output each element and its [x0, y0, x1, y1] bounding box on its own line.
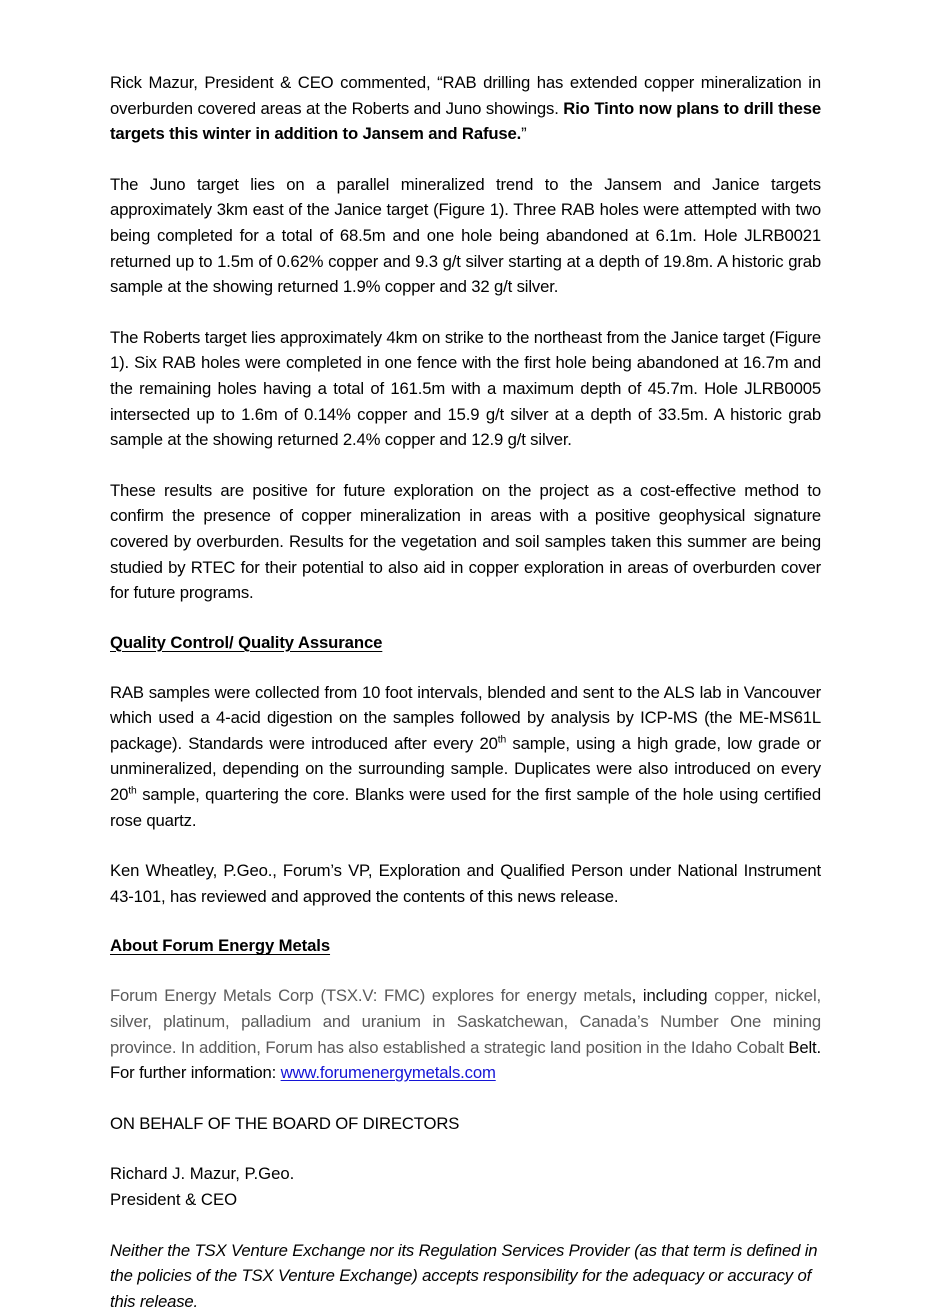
- spacer: [110, 147, 821, 172]
- quote-intro-text: Rick Mazur, President & CEO commented, “RAB drilling has extended copper mineralization in overburden covered areas at the Roberts and Juno showings.: [110, 73, 821, 118]
- spacer: [110, 833, 821, 858]
- document-body: [110, 70, 821, 1314]
- qaqc-text-part-3: sample, quartering the core. Blanks were used for the first sample of the hole using certified rose quartz.: [110, 785, 821, 830]
- about-comma: ,: [631, 986, 643, 1006]
- paragraph-juno-target: The Juno target lies on a parallel mineralized trend to the Jansem and Janice targets approximately 3km east of the Janice target (Figure 1). Three RAB holes were attempted with two being completed for a total of 68.5m and one hole being abandoned at 6.1m. Hole JLRB0021 returned up to 1.5m of 0.62% copper and 9.3 g/t silver starting at a depth of 19.8m. A historic grab sample at the showing returned 1.9% copper and 32 g/t silver.: [110, 174, 821, 297]
- spacer: [110, 300, 821, 325]
- paragraph-ceo-quote: [110, 70, 821, 147]
- signature-title: President & CEO: [110, 1190, 238, 1209]
- ordinal-superscript-2: th: [128, 785, 137, 797]
- spacer: [110, 1213, 821, 1238]
- spacer: [110, 453, 821, 478]
- about-text-gray-2: copper, nickel, silver, platinum, palladium and uranium in Saskatchewan, Canada’s Number One mining province. In addition, Forum has also established a strategic land position in the Idaho Cobalt: [110, 986, 821, 1057]
- paragraph-qualified-person: Ken Wheatley, P.Geo., Forum’s VP, Exploration and Qualified Person under National Instrument 43-101, has reviewed and approved the contents of this news release.: [110, 861, 821, 906]
- qaqc-text-part-2: sample, using a high grade, low grade or unmineralized, depending on the surrounding sample. Duplicates were also introduced on every 20: [110, 733, 821, 805]
- spacer: [110, 959, 821, 983]
- signature-name: Richard J. Mazur, P.Geo.: [110, 1164, 295, 1184]
- paragraph-roberts-target: The Roberts target lies approximately 4km on strike to the northeast from the Janice target (Figure 1). Six RAB holes were completed in one fence with the first hole being abandoned at 16.7m and the remaining holes having a total of 161.5m with a maximum depth of 45.7m. Hole JLRB0005 intersected up to 1.6m of 0.14% copper and 15.9 g/t silver at a depth of 33.5m. A historic grab sample at the showing returned 2.4% copper and 12.9 g/t silver.: [110, 327, 821, 450]
- spacer: [110, 606, 821, 631]
- company-website-link[interactable]: www.forumenergymetals.com: [280, 1063, 496, 1083]
- paragraph-exchange-disclaimer: Neither the TSX Venture Exchange nor its Regulation Services Provider (as that term is defined in the policies of the TSX Venture Exchange) accepts responsibility for the adequacy or accuracy of this release.: [110, 1240, 818, 1311]
- about-text-gray-1: Forum Energy Metals Corp (TSX.V: FMC) explores for energy metals: [110, 986, 632, 1006]
- paragraph-qaqc-methods: [110, 680, 821, 834]
- spacer: [110, 1136, 821, 1161]
- spacer: [110, 656, 821, 680]
- quote-bold-text: Rio Tinto now plans to drill these targets this winter in addition to Jansem and Rafuse.: [110, 98, 821, 144]
- paragraph-board-of-directors: ON BEHALF OF THE BOARD OF DIRECTORS: [110, 1113, 460, 1133]
- heading-row-about: [110, 934, 821, 959]
- quote-closing-mark: ”: [521, 124, 527, 144]
- about-text-black-tail: Belt. For further information:: [110, 1037, 821, 1083]
- heading-row-qaqc: [110, 631, 821, 656]
- qaqc-text-part-1: RAB samples were collected from 10 foot intervals, blended and sent to the ALS lab in Vancouver which used a 4-acid digestion on the samples followed by analysis by ICP-MS (the ME-MS61L package). Standards were introduced after every 20: [110, 682, 821, 753]
- paragraph-about-company: [110, 983, 821, 1085]
- heading-about-forum: About Forum Energy Metals: [110, 936, 331, 956]
- paragraph-results-summary: These results are positive for future exploration on the project as a cost-effective method to confirm the presence of copper mineralization in areas with a positive geophysical signature covered by overburden. Results for the vegetation and soil samples taken this summer are being studied by RTEC for their potential to also aid in copper exploration in areas of overburden cover for future programs.: [110, 480, 821, 603]
- about-emphasis-including: including: [642, 986, 708, 1006]
- ordinal-superscript-1: th: [497, 734, 507, 746]
- heading-quality-control: Quality Control/ Quality Assurance: [110, 632, 383, 652]
- spacer: [110, 1086, 821, 1111]
- spacer: [110, 909, 821, 934]
